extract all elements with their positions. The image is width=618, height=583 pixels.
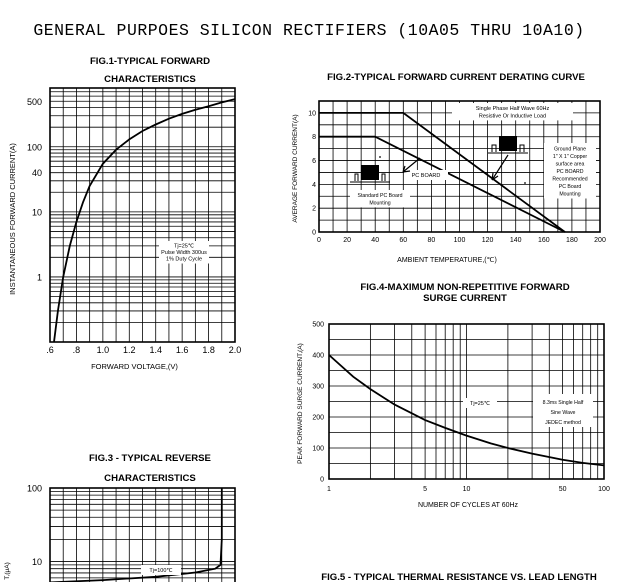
fig1-y-tick-label: 500 xyxy=(26,96,42,107)
fig2-y-tick-label: 8 xyxy=(312,134,316,142)
fig1-x-tick-label: .8 xyxy=(72,345,81,355)
fig1-y-axis-label: INSTANTANEOUS FORWARD CURRENT(A) xyxy=(8,143,17,295)
fig3-title-line1: FIG.3 - TYPICAL REVERSE xyxy=(89,453,211,464)
fig2-load-note-line-1: Single Phase Half Wave 60Hz xyxy=(475,106,550,113)
fig2-ground-note-line-5: Recommended xyxy=(552,176,588,183)
fig2-ground-note-line-1: Ground Plane xyxy=(553,146,587,153)
fig2-y-tick-label: 2 xyxy=(312,205,316,213)
fig1-y-tick-label: 10 xyxy=(31,207,42,218)
fig4-method-note-line-1: 8.3ms Single Half xyxy=(542,400,584,406)
fig2-ground-note-line-4: PC BOARD xyxy=(556,169,584,175)
fig1-x-tick-label: 1.0 xyxy=(96,345,110,355)
fig3-curve xyxy=(50,488,222,582)
fig2-y-tick-label: 4 xyxy=(312,181,316,189)
fig2-y-tick-label: 0 xyxy=(312,229,316,237)
fig2-ground-note-line-2: 1" X 1" Copper xyxy=(552,154,588,160)
fig4-x-tick-label: 50 xyxy=(558,486,567,493)
fig4-title-line1: FIG.4-MAXIMUM NON-REPETITIVE FORWARD xyxy=(360,282,570,293)
fig2-standard-note-line-2: Mounting xyxy=(369,200,391,207)
fig2-y-tick-label: 10 xyxy=(308,110,316,118)
fig2-y-axis-label: AVERAGE FORWARD CURRENT(A) xyxy=(292,114,299,223)
fig2-x-tick-label: 160 xyxy=(537,237,550,244)
fig1-annotation-line-3: 1% Duty Cycle xyxy=(165,256,203,263)
fig4-x-tick-label: 5 xyxy=(423,486,428,493)
fig1-x-tick-label: 1.2 xyxy=(123,345,136,355)
fig2-ground-note-line-6: PC Board xyxy=(558,184,582,190)
fig3-temp-note-line-1: Tj=100℃ xyxy=(149,568,173,574)
fig1-annotation-line-1: Tj=25℃ xyxy=(173,243,195,250)
fig3-y-tick-label: 100 xyxy=(26,483,42,494)
fig2-x-tick-label: 180 xyxy=(566,237,578,244)
fig2-ground-note-line-7: Mounting xyxy=(559,191,581,198)
page-title: GENERAL PURPOES SILICON RECTIFIERS (10A05 THRU 10A10) xyxy=(33,21,585,40)
fig2-x-tick-label: 40 xyxy=(371,237,380,244)
fig1-annotation-line-2: Pulse Width 300us xyxy=(161,250,207,256)
fig1-x-axis-label: FORWARD VOLTAGE,(V) xyxy=(91,362,178,371)
fig2-x-tick-label: 120 xyxy=(481,237,494,244)
fig1-x-tick-label: 1.4 xyxy=(149,345,162,355)
fig2-pcboard-note-line-1: PC BOARD xyxy=(411,173,441,179)
fig4-method-note-line-2: Sine Wave xyxy=(550,410,576,416)
fig4-y-axis-label: PEAK FORWARD SURGE CURRENT,(A) xyxy=(297,343,304,464)
fig2-dot xyxy=(379,156,381,158)
fig2-x-tick-label: 60 xyxy=(399,237,408,244)
fig2-x-tick-label: 200 xyxy=(594,237,606,244)
fig2-dot xyxy=(524,182,526,184)
fig2-x-tick-label: 20 xyxy=(343,237,351,244)
fig2-load-note-line-2: Resistive Or Inductive Load xyxy=(478,113,547,120)
fig4-x-tick-label: 10 xyxy=(462,486,471,493)
fig2-standard-component xyxy=(361,165,379,180)
fig4-x-tick-label: 100 xyxy=(598,486,610,493)
fig2-x-axis-label: AMBIENT TEMPERATURE,(℃) xyxy=(397,257,497,264)
fig1-x-tick-label: 1.8 xyxy=(202,345,215,355)
fig4-temp-note-line-1: Tj=25℃ xyxy=(469,401,491,407)
fig1-y-tick-label: 1 xyxy=(36,272,42,283)
fig1-title-line2: CHARACTERISTICS xyxy=(104,74,196,86)
fig4-title-line2: SURGE CURRENT xyxy=(423,293,507,305)
fig1-x-tick-label: 1.6 xyxy=(175,345,189,355)
fig4-y-tick-label: 200 xyxy=(312,414,324,422)
fig2-standard-note-line-1: Standard PC Board xyxy=(357,193,403,200)
fig1-y-tick-label: 40 xyxy=(31,168,42,179)
fig3-y-tick-label: 10 xyxy=(31,557,42,568)
fig2-x-tick-label: 0 xyxy=(317,237,321,244)
fig4-y-tick-label: 500 xyxy=(312,321,324,329)
fig1-y-tick-label: 100 xyxy=(26,142,42,153)
fig2-ground-note-line-3: surface area xyxy=(555,161,585,168)
fig4-x-tick-label: 1 xyxy=(327,486,331,493)
fig2-x-tick-label: 80 xyxy=(427,237,436,244)
fig4-y-tick-label: 400 xyxy=(312,352,324,360)
fig1-x-tick-label: 2.0 xyxy=(228,345,242,355)
fig2-recommended-component xyxy=(499,136,517,151)
fig4-method-note-line-3: JEDEC method xyxy=(545,420,581,426)
fig1-curve xyxy=(54,99,235,342)
fig4-y-tick-label: 300 xyxy=(312,383,324,391)
fig2-y-tick-label: 6 xyxy=(312,158,316,166)
fig2-x-tick-label: 100 xyxy=(453,237,466,244)
fig5-title: FIG.5 - TYPICAL THERMAL RESISTANCE VS. LEAD LENGTH xyxy=(321,572,597,583)
fig1-title-line1: FIG.1-TYPICAL FORWARD xyxy=(89,56,211,67)
fig2-arrow-recommended xyxy=(492,155,508,180)
fig4-x-axis-label: NUMBER OF CYCLES AT 60Hz xyxy=(417,502,519,509)
fig1-x-tick-label: .6 xyxy=(46,345,54,355)
fig3-title-line2: CHARACTERISTICS xyxy=(104,473,196,485)
fig4-y-tick-label: 0 xyxy=(320,476,324,484)
fig3-y-axis-label: T,(μA) xyxy=(4,562,11,580)
fig2-x-tick-label: 140 xyxy=(509,237,522,244)
fig2-title: FIG.2-TYPICAL FORWARD CURRENT DERATING CURVE xyxy=(327,72,585,83)
fig4-y-tick-label: 100 xyxy=(312,445,324,453)
